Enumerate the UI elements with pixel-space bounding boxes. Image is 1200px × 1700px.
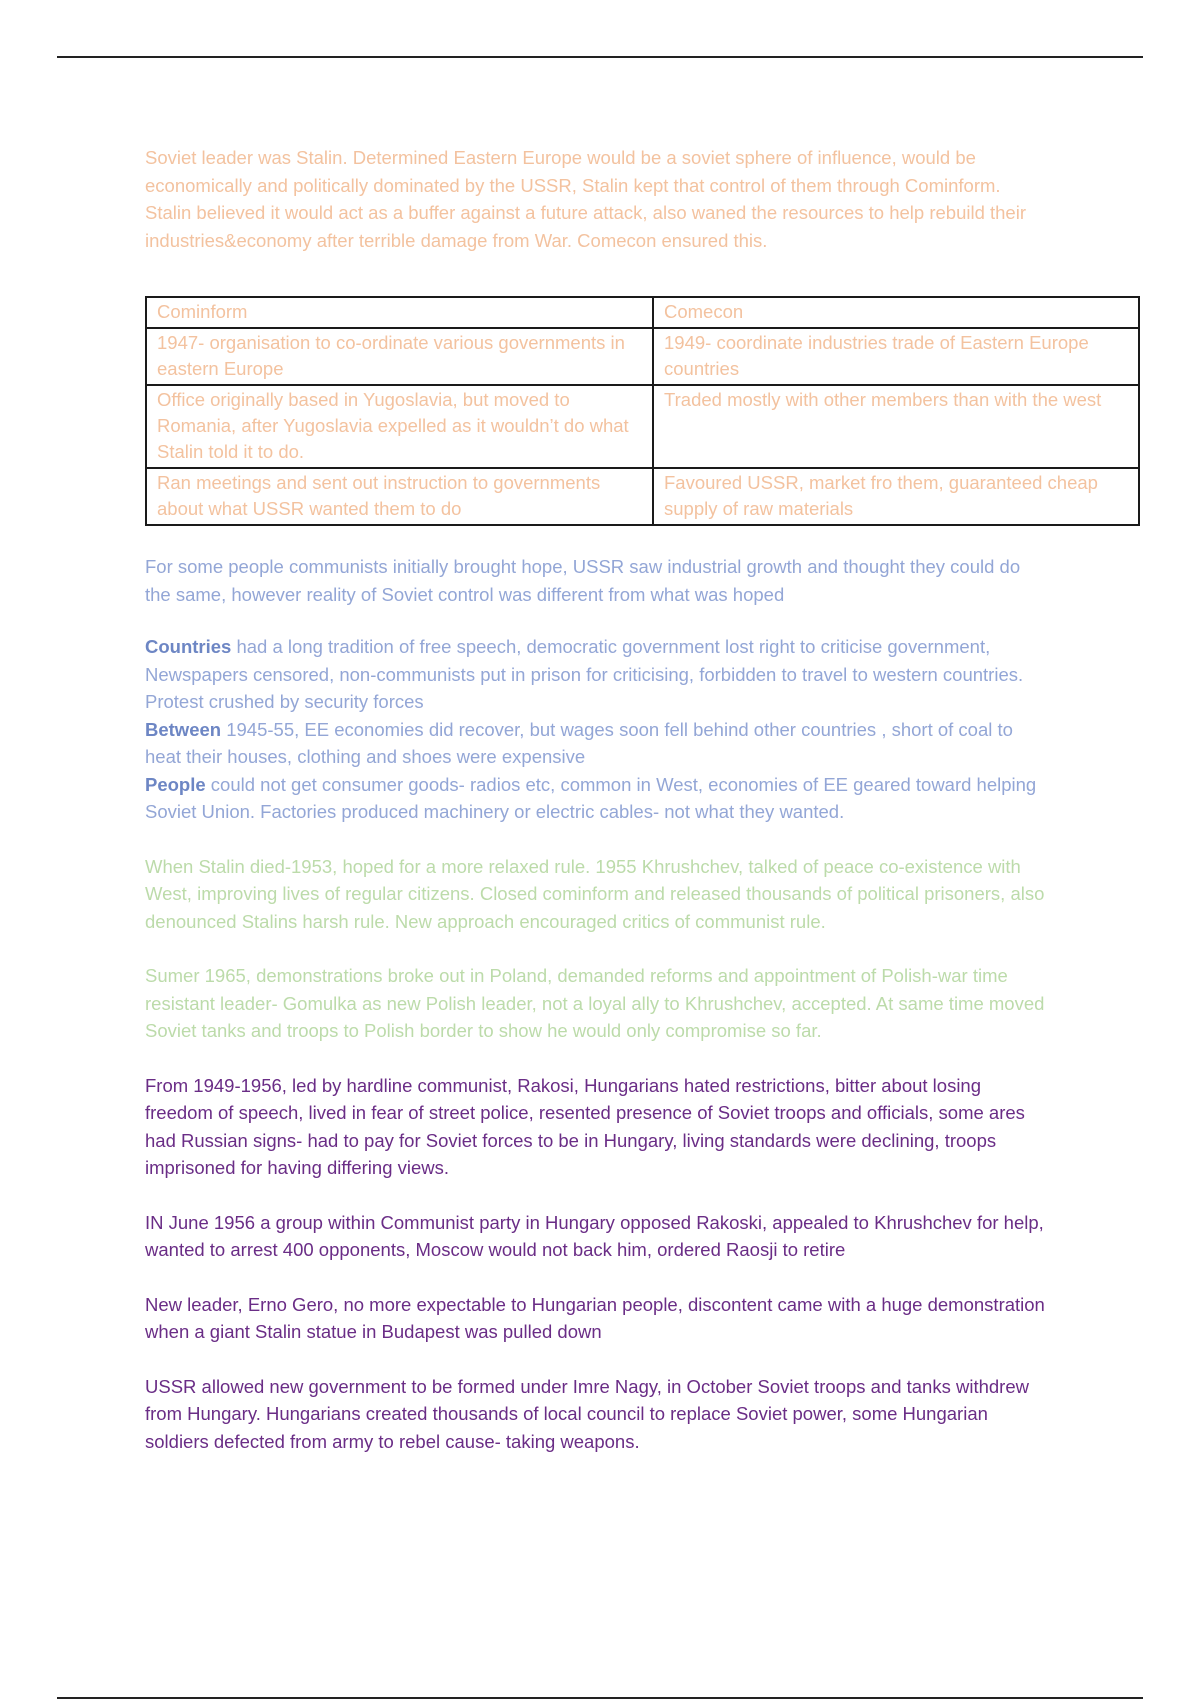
table-cell: Ran meetings and sent out instruction to governments about what USSR wanted them to do (146, 468, 653, 525)
bottom-rule (57, 1697, 1143, 1699)
countries-paragraph (145, 633, 1050, 716)
poland-paragraph: Sumer 1965, demonstrations broke out in Poland, demanded reforms and appointment of Polish-war time resistant leader- Gomulka as new Polish leader, not a loyal ally to Khrushchev, accepted. At same time moved Soviet tanks and troops to Polish border to show he would only compromise so far. (145, 965, 1045, 1041)
table-row (146, 328, 1139, 385)
table-cell: Traded mostly with other members than with the west (653, 385, 1139, 468)
table-cell: 1947- organisation to co-ordinate various governments in eastern Europe (146, 328, 653, 385)
hope-paragraph: For some people communists initially brought hope, USSR saw industrial growth and thought they could do the same, however reality of Soviet control was different from what was hoped (145, 556, 1021, 605)
between-text: 1945-55, EE economies did recover, but wages soon fell behind other countries , short of coal to heat their houses, clothing and shoes were expensive (145, 718, 1013, 767)
comparison-table (145, 296, 1140, 526)
intro-paragraph: Soviet leader was Stalin. Determined Eastern Europe would be a soviet sphere of influence, would be economically and politically dominated by the USSR, Stalin kept that control of them through Cominform. Stalin believed it would act as a buffer against a future attack, also waned the resources to help rebuild their industries&economy after terrible damage from War. Comecon ensured this. (145, 147, 1026, 251)
table-header-cominform: Cominform (146, 297, 653, 328)
table-header-row (146, 297, 1139, 328)
people-text: could not get consumer goods- radios etc, common in West, economies of EE geared toward helping Soviet Union. Factories produced machinery or electric cables- not what they wanted. (145, 773, 1037, 822)
people-lead: People (145, 773, 206, 795)
june-1956-paragraph: IN June 1956 a group within Communist party in Hungary opposed Rakoski, appealed to Khrushchev for help, wanted to arrest 400 opponents, Moscow would not back him, ordered Raosji to retire (145, 1211, 1044, 1260)
countries-text: had a long tradition of free speech, democratic government lost right to criticise government, Newspapers censored, non-communists put in prison for criticising, forbidden to travel to western countries. Protest crushed by security forces (145, 636, 1024, 712)
table-cell: Office originally based in Yugoslavia, but moved to Romania, after Yugoslavia expelled as it wouldn’t do what Stalin told it to do. (146, 385, 653, 468)
between-lead: Between (145, 718, 222, 740)
countries-lead: Countries (145, 636, 232, 657)
gero-paragraph: New leader, Erno Gero, no more expectable to Hungarian people, discontent came with a huge demonstration when a giant Stalin statue in Budapest was pulled down (145, 1293, 1045, 1342)
people-paragraph (145, 771, 1050, 826)
document-body (145, 144, 1102, 1455)
nagy-paragraph: USSR allowed new government to be formed under Imre Nagy, in October Soviet troops and tanks withdrew from Hungary. Hungarians created thousands of local council to replace Soviet power, some Hungarian soldiers defected from army to rebel cause- taking weapons. (145, 1375, 1029, 1452)
table-header-comecon: Comecon (653, 297, 1139, 328)
table-cell: Favoured USSR, market fro them, guaranteed cheap supply of raw materials (653, 468, 1139, 525)
stalin-died-paragraph: When Stalin died-1953, hoped for a more relaxed rule. 1955 Khrushchev, talked of peace co-existence with West, improving lives of regular citizens. Closed cominform and released thousands of political prisoners, also denounced Stalins harsh rule. New approach encouraged critics of communist rule. (145, 855, 1045, 932)
between-paragraph (145, 716, 1050, 771)
rakosi-paragraph: From 1949-1956, led by hardline communist, Rakosi, Hungarians hated restrictions, bitter about losing freedom of speech, lived in fear of street police, resented presence of Soviet troops and officials, some ares had Russian signs- had to pay for Soviet forces to be in Hungary, living standards were declining, troops imprisoned for having differing views. (145, 1074, 1025, 1178)
top-rule (57, 56, 1143, 58)
table-cell: 1949- coordinate industries trade of Eastern Europe countries (653, 328, 1139, 385)
table-row (146, 385, 1139, 468)
table-row (146, 468, 1139, 525)
